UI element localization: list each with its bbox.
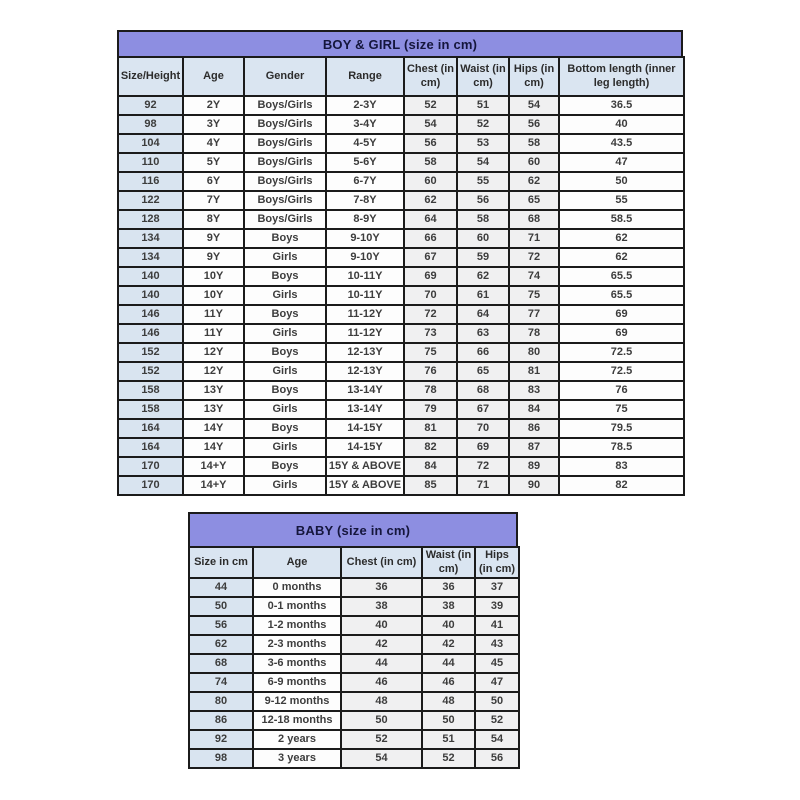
table-cell: 54: [404, 115, 457, 134]
table-cell: 9-12 months: [253, 692, 341, 711]
table-cell: 37: [475, 578, 519, 597]
table-cell: 51: [422, 730, 475, 749]
table-cell: 59: [457, 248, 509, 267]
table-cell: 84: [509, 400, 559, 419]
table-cell: 152: [118, 343, 183, 362]
column-header: Age: [253, 547, 341, 578]
table-cell: 69: [559, 324, 684, 343]
table-cell: 140: [118, 286, 183, 305]
table-cell: 11Y: [183, 305, 244, 324]
table-cell: 64: [404, 210, 457, 229]
baby-table-title: BABY (size in cm): [188, 512, 518, 548]
table-cell: 56: [457, 191, 509, 210]
table-cell: 77: [509, 305, 559, 324]
table-cell: 4Y: [183, 134, 244, 153]
table-cell: 67: [457, 400, 509, 419]
table-row: [118, 267, 684, 286]
table-cell: 56: [475, 749, 519, 768]
table-cell: 56: [189, 616, 253, 635]
table-cell: 36.5: [559, 96, 684, 115]
table-cell: Boys/Girls: [244, 172, 326, 191]
table-cell: 2-3 months: [253, 635, 341, 654]
table-cell: 79.5: [559, 419, 684, 438]
table-cell: 53: [457, 134, 509, 153]
table-cell: 12-18 months: [253, 711, 341, 730]
table-row: [189, 616, 519, 635]
table-cell: Boys/Girls: [244, 191, 326, 210]
table-cell: 44: [341, 654, 422, 673]
table-cell: 78: [509, 324, 559, 343]
table-row: [118, 457, 684, 476]
table-row: [118, 343, 684, 362]
table-cell: 68: [189, 654, 253, 673]
table-cell: 84: [404, 457, 457, 476]
column-header: Size in cm: [189, 547, 253, 578]
table-cell: 3-6 months: [253, 654, 341, 673]
table-cell: Boys: [244, 305, 326, 324]
table-cell: 72: [404, 305, 457, 324]
table-cell: 75: [404, 343, 457, 362]
column-header: Waist (in cm): [457, 57, 509, 96]
table-cell: 12Y: [183, 362, 244, 381]
table-cell: 80: [509, 343, 559, 362]
table-row: [118, 381, 684, 400]
table-cell: 69: [404, 267, 457, 286]
table-cell: 3-4Y: [326, 115, 404, 134]
boy-girl-size-table: [117, 56, 685, 496]
table-cell: 98: [189, 749, 253, 768]
table-cell: 58: [457, 210, 509, 229]
table-cell: Boys: [244, 267, 326, 286]
table-cell: 52: [457, 115, 509, 134]
table-row: [189, 654, 519, 673]
table-cell: 70: [404, 286, 457, 305]
table-cell: 36: [341, 578, 422, 597]
table-cell: 40: [559, 115, 684, 134]
table-cell: 9Y: [183, 248, 244, 267]
table-cell: 11Y: [183, 324, 244, 343]
table-row: [118, 400, 684, 419]
table-row: [118, 172, 684, 191]
table-row: [118, 191, 684, 210]
table-row: [118, 134, 684, 153]
boy-girl-table-title: BOY & GIRL (size in cm): [117, 30, 683, 58]
table-cell: 82: [559, 476, 684, 495]
table-cell: 11-12Y: [326, 305, 404, 324]
table-cell: 98: [118, 115, 183, 134]
table-cell: 41: [475, 616, 519, 635]
column-header: Chest (in cm): [341, 547, 422, 578]
table-cell: 63: [457, 324, 509, 343]
table-cell: 44: [189, 578, 253, 597]
table-cell: 116: [118, 172, 183, 191]
table-cell: 83: [509, 381, 559, 400]
table-cell: 13Y: [183, 400, 244, 419]
column-header: Age: [183, 57, 244, 96]
table-cell: 50: [341, 711, 422, 730]
table-cell: 52: [341, 730, 422, 749]
table-row: [189, 597, 519, 616]
table-cell: 47: [559, 153, 684, 172]
table-cell: 48: [341, 692, 422, 711]
table-cell: 42: [422, 635, 475, 654]
table-cell: 2-3Y: [326, 96, 404, 115]
table-cell: 9-10Y: [326, 248, 404, 267]
table-cell: Boys/Girls: [244, 210, 326, 229]
table-cell: 40: [422, 616, 475, 635]
table-cell: 10-11Y: [326, 267, 404, 286]
table-cell: 50: [422, 711, 475, 730]
column-header: Hips (in cm): [475, 547, 519, 578]
table-cell: 46: [422, 673, 475, 692]
table-cell: 5Y: [183, 153, 244, 172]
table-cell: 15Y & ABOVE: [326, 457, 404, 476]
table-cell: 14-15Y: [326, 438, 404, 457]
table-cell: Boys: [244, 457, 326, 476]
table-cell: 12-13Y: [326, 362, 404, 381]
table-cell: 50: [189, 597, 253, 616]
table-cell: 62: [509, 172, 559, 191]
table-cell: Boys/Girls: [244, 96, 326, 115]
table-cell: 74: [189, 673, 253, 692]
table-row: [189, 692, 519, 711]
table-cell: 65.5: [559, 267, 684, 286]
table-cell: 14-15Y: [326, 419, 404, 438]
table-cell: 78: [404, 381, 457, 400]
table-row: [118, 362, 684, 381]
table-cell: Boys: [244, 381, 326, 400]
table-cell: 56: [404, 134, 457, 153]
table-cell: 14Y: [183, 438, 244, 457]
table-cell: 82: [404, 438, 457, 457]
column-header: Size/Height: [118, 57, 183, 96]
table-cell: 12-13Y: [326, 343, 404, 362]
table-cell: Boys: [244, 229, 326, 248]
table-cell: 5-6Y: [326, 153, 404, 172]
table-cell: 0-1 months: [253, 597, 341, 616]
table-cell: 110: [118, 153, 183, 172]
table-cell: 52: [422, 749, 475, 768]
table-cell: 80: [189, 692, 253, 711]
table-cell: 9Y: [183, 229, 244, 248]
table-cell: 87: [509, 438, 559, 457]
table-cell: 50: [475, 692, 519, 711]
table-cell: 74: [509, 267, 559, 286]
table-row: [189, 730, 519, 749]
table-cell: 65.5: [559, 286, 684, 305]
table-cell: 46: [341, 673, 422, 692]
table-cell: 90: [509, 476, 559, 495]
table-cell: Girls: [244, 286, 326, 305]
table-cell: 134: [118, 229, 183, 248]
table-cell: 56: [509, 115, 559, 134]
baby-size-chart: [188, 512, 518, 769]
baby-size-table: [188, 546, 520, 769]
table-cell: 68: [509, 210, 559, 229]
table-cell: 54: [457, 153, 509, 172]
column-header: Hips (in cm): [509, 57, 559, 96]
table-cell: 52: [404, 96, 457, 115]
table-cell: 60: [509, 153, 559, 172]
table-row: [118, 419, 684, 438]
table-cell: 61: [457, 286, 509, 305]
table-cell: 8Y: [183, 210, 244, 229]
table-cell: 75: [559, 400, 684, 419]
table-row: [118, 115, 684, 134]
table-cell: 45: [475, 654, 519, 673]
table-cell: 13Y: [183, 381, 244, 400]
baby-header-row: [189, 547, 519, 578]
table-cell: 79: [404, 400, 457, 419]
table-cell: 72.5: [559, 343, 684, 362]
table-cell: Girls: [244, 400, 326, 419]
table-cell: 10Y: [183, 267, 244, 286]
table-cell: Boys: [244, 419, 326, 438]
table-cell: Girls: [244, 438, 326, 457]
table-cell: 73: [404, 324, 457, 343]
table-cell: 134: [118, 248, 183, 267]
table-cell: 71: [457, 476, 509, 495]
table-cell: 14Y: [183, 419, 244, 438]
table-cell: 4-5Y: [326, 134, 404, 153]
table-cell: Boys/Girls: [244, 134, 326, 153]
table-cell: 164: [118, 419, 183, 438]
table-cell: 92: [118, 96, 183, 115]
table-cell: 76: [559, 381, 684, 400]
table-cell: 36: [422, 578, 475, 597]
table-cell: 1-2 months: [253, 616, 341, 635]
table-cell: 68: [457, 381, 509, 400]
table-cell: 12Y: [183, 343, 244, 362]
column-header: Bottom length (inner leg length): [559, 57, 684, 96]
table-cell: 40: [341, 616, 422, 635]
table-cell: 38: [341, 597, 422, 616]
table-cell: 13-14Y: [326, 381, 404, 400]
table-cell: 69: [457, 438, 509, 457]
table-row: [118, 324, 684, 343]
table-cell: 76: [404, 362, 457, 381]
table-cell: 43.5: [559, 134, 684, 153]
table-row: [118, 96, 684, 115]
table-cell: 6-7Y: [326, 172, 404, 191]
table-cell: Girls: [244, 248, 326, 267]
table-cell: 44: [422, 654, 475, 673]
table-cell: 146: [118, 324, 183, 343]
table-cell: Girls: [244, 476, 326, 495]
table-cell: 164: [118, 438, 183, 457]
boy-girl-header-row: [118, 57, 684, 96]
table-cell: 6-9 months: [253, 673, 341, 692]
table-cell: Girls: [244, 324, 326, 343]
table-cell: Boys/Girls: [244, 153, 326, 172]
table-cell: 62: [404, 191, 457, 210]
table-cell: 89: [509, 457, 559, 476]
table-cell: 85: [404, 476, 457, 495]
table-cell: 48: [422, 692, 475, 711]
table-cell: 11-12Y: [326, 324, 404, 343]
table-row: [189, 673, 519, 692]
table-row: [118, 210, 684, 229]
table-cell: 81: [509, 362, 559, 381]
table-cell: 71: [509, 229, 559, 248]
table-cell: 70: [457, 419, 509, 438]
table-cell: 8-9Y: [326, 210, 404, 229]
table-cell: 60: [457, 229, 509, 248]
table-cell: 9-10Y: [326, 229, 404, 248]
table-cell: 81: [404, 419, 457, 438]
table-cell: 75: [509, 286, 559, 305]
table-cell: 62: [189, 635, 253, 654]
table-row: [118, 153, 684, 172]
table-cell: 65: [509, 191, 559, 210]
table-cell: 50: [559, 172, 684, 191]
table-row: [118, 476, 684, 495]
table-cell: 54: [509, 96, 559, 115]
table-cell: 66: [404, 229, 457, 248]
table-row: [118, 438, 684, 457]
table-cell: Boys/Girls: [244, 115, 326, 134]
table-cell: 60: [404, 172, 457, 191]
table-cell: 72: [457, 457, 509, 476]
table-row: [189, 635, 519, 654]
table-cell: 58: [404, 153, 457, 172]
column-header: Gender: [244, 57, 326, 96]
table-cell: 69: [559, 305, 684, 324]
table-cell: 62: [457, 267, 509, 286]
table-cell: 78.5: [559, 438, 684, 457]
table-cell: 62: [559, 229, 684, 248]
table-row: [118, 248, 684, 267]
table-cell: 15Y & ABOVE: [326, 476, 404, 495]
table-cell: 158: [118, 400, 183, 419]
table-cell: 104: [118, 134, 183, 153]
table-row: [189, 749, 519, 768]
table-cell: 0 months: [253, 578, 341, 597]
table-cell: 55: [457, 172, 509, 191]
table-cell: 65: [457, 362, 509, 381]
table-cell: 10-11Y: [326, 286, 404, 305]
table-cell: 72.5: [559, 362, 684, 381]
table-cell: 122: [118, 191, 183, 210]
table-cell: 170: [118, 457, 183, 476]
table-row: [118, 305, 684, 324]
table-cell: 86: [189, 711, 253, 730]
table-cell: 54: [475, 730, 519, 749]
table-cell: 51: [457, 96, 509, 115]
table-cell: 39: [475, 597, 519, 616]
table-cell: 7Y: [183, 191, 244, 210]
table-cell: 66: [457, 343, 509, 362]
table-cell: 62: [559, 248, 684, 267]
column-header: Range: [326, 57, 404, 96]
table-cell: 146: [118, 305, 183, 324]
table-cell: 38: [422, 597, 475, 616]
column-header: Chest (in cm): [404, 57, 457, 96]
table-row: [118, 286, 684, 305]
table-cell: 58.5: [559, 210, 684, 229]
table-cell: 52: [475, 711, 519, 730]
table-cell: Girls: [244, 362, 326, 381]
boy-girl-size-chart: [117, 30, 683, 496]
table-cell: 7-8Y: [326, 191, 404, 210]
table-cell: 6Y: [183, 172, 244, 191]
table-cell: 3Y: [183, 115, 244, 134]
table-cell: 67: [404, 248, 457, 267]
table-cell: 83: [559, 457, 684, 476]
table-cell: 158: [118, 381, 183, 400]
column-header: Waist (in cm): [422, 547, 475, 578]
table-cell: Boys: [244, 343, 326, 362]
table-row: [189, 711, 519, 730]
table-cell: 55: [559, 191, 684, 210]
table-cell: 128: [118, 210, 183, 229]
table-row: [118, 229, 684, 248]
table-cell: 14+Y: [183, 457, 244, 476]
table-cell: 170: [118, 476, 183, 495]
table-cell: 14+Y: [183, 476, 244, 495]
table-cell: 10Y: [183, 286, 244, 305]
table-cell: 42: [341, 635, 422, 654]
table-cell: 152: [118, 362, 183, 381]
table-cell: 64: [457, 305, 509, 324]
table-cell: 47: [475, 673, 519, 692]
table-cell: 43: [475, 635, 519, 654]
table-cell: 2 years: [253, 730, 341, 749]
table-cell: 54: [341, 749, 422, 768]
table-cell: 92: [189, 730, 253, 749]
table-cell: 3 years: [253, 749, 341, 768]
table-cell: 58: [509, 134, 559, 153]
table-cell: 2Y: [183, 96, 244, 115]
table-row: [189, 578, 519, 597]
table-cell: 86: [509, 419, 559, 438]
table-cell: 140: [118, 267, 183, 286]
table-cell: 13-14Y: [326, 400, 404, 419]
table-cell: 72: [509, 248, 559, 267]
